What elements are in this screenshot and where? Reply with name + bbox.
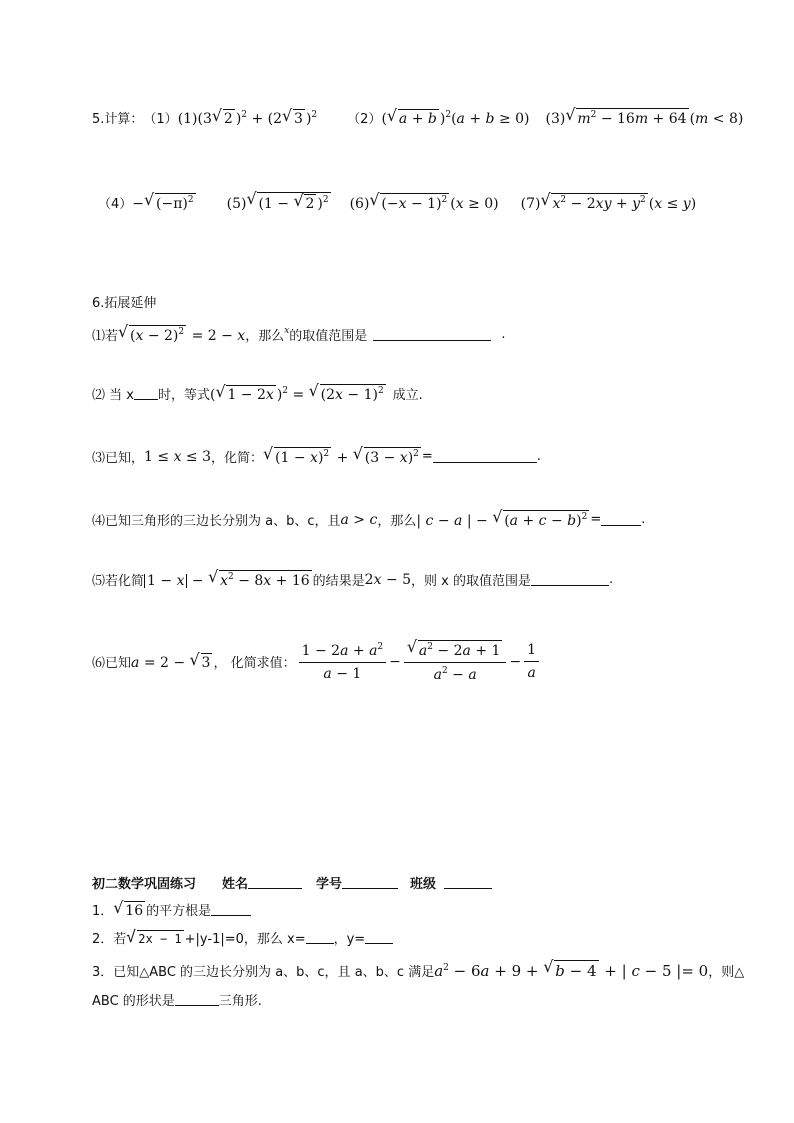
student-id-field[interactable] xyxy=(342,876,398,889)
answer-blank-y[interactable] xyxy=(365,931,393,944)
q6-heading: 6.拓展延伸 xyxy=(92,296,157,311)
review-header xyxy=(92,873,492,892)
q6-item-6-expr: $\frac{1 - 2a + a^2}{a - 1}$ − √ $\frac{a^2 - 2a + 1}{a^2 - a}$ − $\frac{1}{a}$ xyxy=(296,640,542,683)
q5-part6-expr: (6)√ $(-x - 1)^2$ (x ≥ 0) xyxy=(350,193,499,212)
review-item-1: 1． √ 16 的平方根是 xyxy=(92,900,251,919)
answer-blank[interactable] xyxy=(531,573,609,586)
q5-part7-expr: (7)√ $x^2 - 2xy + y^2$ (x ≤ y) xyxy=(521,193,697,212)
student-id-label: 学号 xyxy=(316,877,343,892)
q6-item-5-expr: 1 − x − √ $x^2 - 8x + 16$ xyxy=(144,570,313,589)
q6-item-2: ⑵ 当 x 时，等式 (√ 1 − 2x )$^2$ = √ $(2x - 1)^2$ 成立. xyxy=(92,384,423,403)
q5-line-2 xyxy=(98,192,696,212)
q5-part1-expr: (1)(3√ 2 )$^2$ + (2√ 3 )$^2$ xyxy=(178,109,317,127)
review-title: 初二数学巩固练习 xyxy=(92,877,197,892)
answer-blank[interactable] xyxy=(601,513,641,526)
q5-line-1 xyxy=(92,108,743,127)
q5-label: 5.计算： xyxy=(92,112,144,127)
q6-item-1: ⑴若 √ $(x - 2)^2 = 2 - x$ ，那么 $^x$ 的取值范围是 . xyxy=(92,325,505,344)
q6-item-2-expr: (√ 1 − 2x )$^2$ = √ $(2x - 1)^2$ xyxy=(210,384,387,403)
q6-item-4-expr: | c − a | − √ $(a + c - b)^2$ xyxy=(416,510,590,529)
q5-part1-number: （1） xyxy=(143,112,178,127)
q6-item-5: ⑸若化简 1 − x − √ $x^2 - 8x + 16$ 的结果是 2x − 5 ，则 x 的取值范围是 . xyxy=(92,570,613,589)
answer-blank[interactable] xyxy=(373,328,491,341)
q5-part2-number: （2） xyxy=(347,112,382,127)
name-label: 姓名 xyxy=(222,877,249,892)
answer-blank[interactable] xyxy=(134,387,158,400)
review-item-2: 2．若 √ 2x − 1 +|y-1|=0，那么 x= ，y= xyxy=(92,928,393,947)
name-field[interactable] xyxy=(248,876,302,889)
q6-item-3: ⑶已知， 1 ≤ x ≤ 3 ，化简： √ $(1 - x)^2$ + √ $(3 - x)^2$ = . xyxy=(92,447,541,466)
class-label: 班级 xyxy=(410,877,437,892)
q6-item-4: ⑷已知三角形的三边长分别为 a、b、c，且 a > c ，那么 | c − a | − √ $(a + c - b)^2$ = . xyxy=(92,510,645,529)
answer-blank[interactable] xyxy=(211,903,251,916)
q6-item-6: ⑹已知 a = 2 − √ 3 ， 化简求值： $\frac{1 - 2a + a^2}{a - 1}$ − √ $\frac{a^2 - 2a + 1}{a^2 - a}$ − $\frac{1}{a}$ xyxy=(92,640,542,683)
review-item-3-cont: ABC 的形状是 三角形. xyxy=(92,994,262,1009)
class-field[interactable] xyxy=(444,876,492,889)
answer-blank[interactable] xyxy=(175,993,219,1006)
review-item-3: 3．已知△ABC 的三边长分别为 a、b、c，且 a、b、c 满足 $a^2 - 6a + 9$ + √ b − 4 + | c − 5 |= 0 ，则△ xyxy=(92,960,744,980)
answer-blank-x[interactable] xyxy=(306,931,334,944)
q5-part3-expr: (3)√ $m^2 - 16m + 64$ (m < 8) xyxy=(546,108,744,127)
q5-part4-expr: −√ $(-\pi)^2$ xyxy=(132,193,196,212)
q6-item-3-expr: √ $(1 - x)^2$ + √ $(3 - x)^2$ xyxy=(263,447,422,466)
q5-part4-number: （4） xyxy=(98,196,133,212)
q5-part2-expr: (√ a + b )$^2$(a + b ≥ 0) xyxy=(381,109,529,127)
q5-part5-expr: (5)√ (1 − √ 2 )$^2$ xyxy=(227,192,332,212)
q6-item-1-expr: √ $(x - 2)^2 = 2 - x$ xyxy=(118,325,245,344)
answer-blank[interactable] xyxy=(433,450,537,463)
